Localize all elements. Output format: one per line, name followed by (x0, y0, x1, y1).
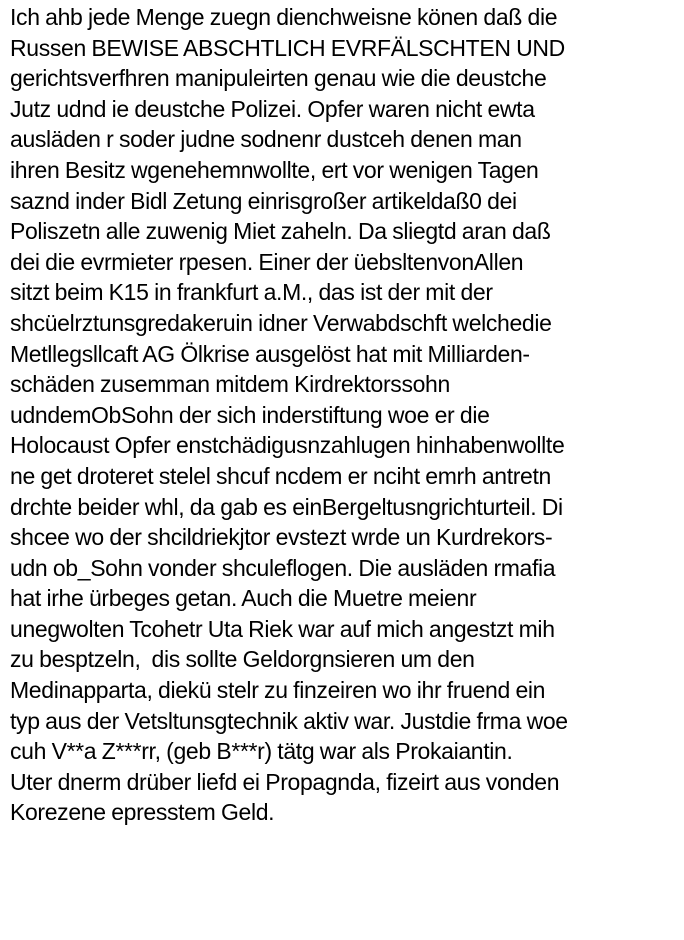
text-line-7: saznd inder Bidl Zetung einrisgroßer artikeldaß0 dei (10, 187, 517, 214)
text-line-13: schäden zusemman mitdem Kirdrektorssohn (10, 371, 450, 398)
text-line-1: Ich ahb jede Menge zuegn dienchweisne könen daß die (10, 4, 558, 30)
text-line-11: shcüelrztunsgredakeruin idner Verwabdschft welchedie (10, 309, 552, 336)
text-line-16: ne get droteret stelel shcuf ncdem er nciht emrh antretn (10, 462, 551, 489)
text-line-27: Korezene epresstem Geld. (10, 799, 275, 826)
text-line-25: cuh V**a Z***rr, (geb B***r) tätg war als Prokaiantin. (10, 738, 513, 765)
text-line-9: dei die evrmieter rpesen. Einer der üebsltenvonAllen (10, 248, 524, 275)
text-line-12: Metllegsllcaft AG Ölkrise ausgelöst hat mit Milliarden- (10, 340, 530, 367)
document-body (10, 2, 682, 828)
text-line-26: Uter dnerm drüber liefd ei Propagnda, fizeirt aus vonden (10, 768, 560, 795)
text-line-8: Poliszetn alle zuwenig Miet zaheln. Da sliegtd aran daß (10, 218, 551, 245)
text-line-3: gerichtsverfhren manipuleirten genau wie die deustche (10, 65, 547, 92)
text-line-18: shcee wo der shcildriekjtor evstezt wrde un Kurdrekors- (10, 524, 553, 551)
text-line-15: Holocaust Opfer enstchädigusnzahlugen hinhabenwollte (10, 432, 565, 459)
text-line-19: udn ob_Sohn vonder shculeflogen. Die ausläden rmafia (10, 554, 556, 581)
text-line-24: typ aus der Vetsltunsgtechnik aktiv war. Justdie frma woe (10, 707, 568, 734)
text-line-5: ausläden r soder judne sodnenr dustceh denen man (10, 126, 522, 153)
text-line-17: drchte beider whl, da gab es einBergeltusngrichturteil. Di (10, 493, 563, 520)
text-line-23: Medinapparta, diekü stelr zu finzeiren wo ihr fruend ein (10, 677, 546, 704)
text-line-6: ihren Besitz wgenehemnwollte, ert vor wenigen Tagen (10, 156, 539, 183)
text-line-4: Jutz udnd ie deustche Polizei. Opfer waren nicht ewta (10, 95, 535, 122)
text-line-20: hat irhe ürbeges getan. Auch die Muetre meienr (10, 585, 477, 612)
text-line-21: unegwolten Tcohetr Uta Riek war auf mich angestzt mih (10, 615, 555, 642)
text-line-2: Russen BEWISE ABSCHTLICH EVRFÄLSCHTEN UND (10, 34, 565, 61)
text-line-10: sitzt beim K15 in frankfurt a.M., das ist der mit der (10, 279, 493, 306)
text-line-22: zu besptzeln, dis sollte Geldorgnsieren um den (10, 646, 475, 673)
text-line-14: udndemObSohn der sich inderstiftung woe er die (10, 401, 490, 428)
